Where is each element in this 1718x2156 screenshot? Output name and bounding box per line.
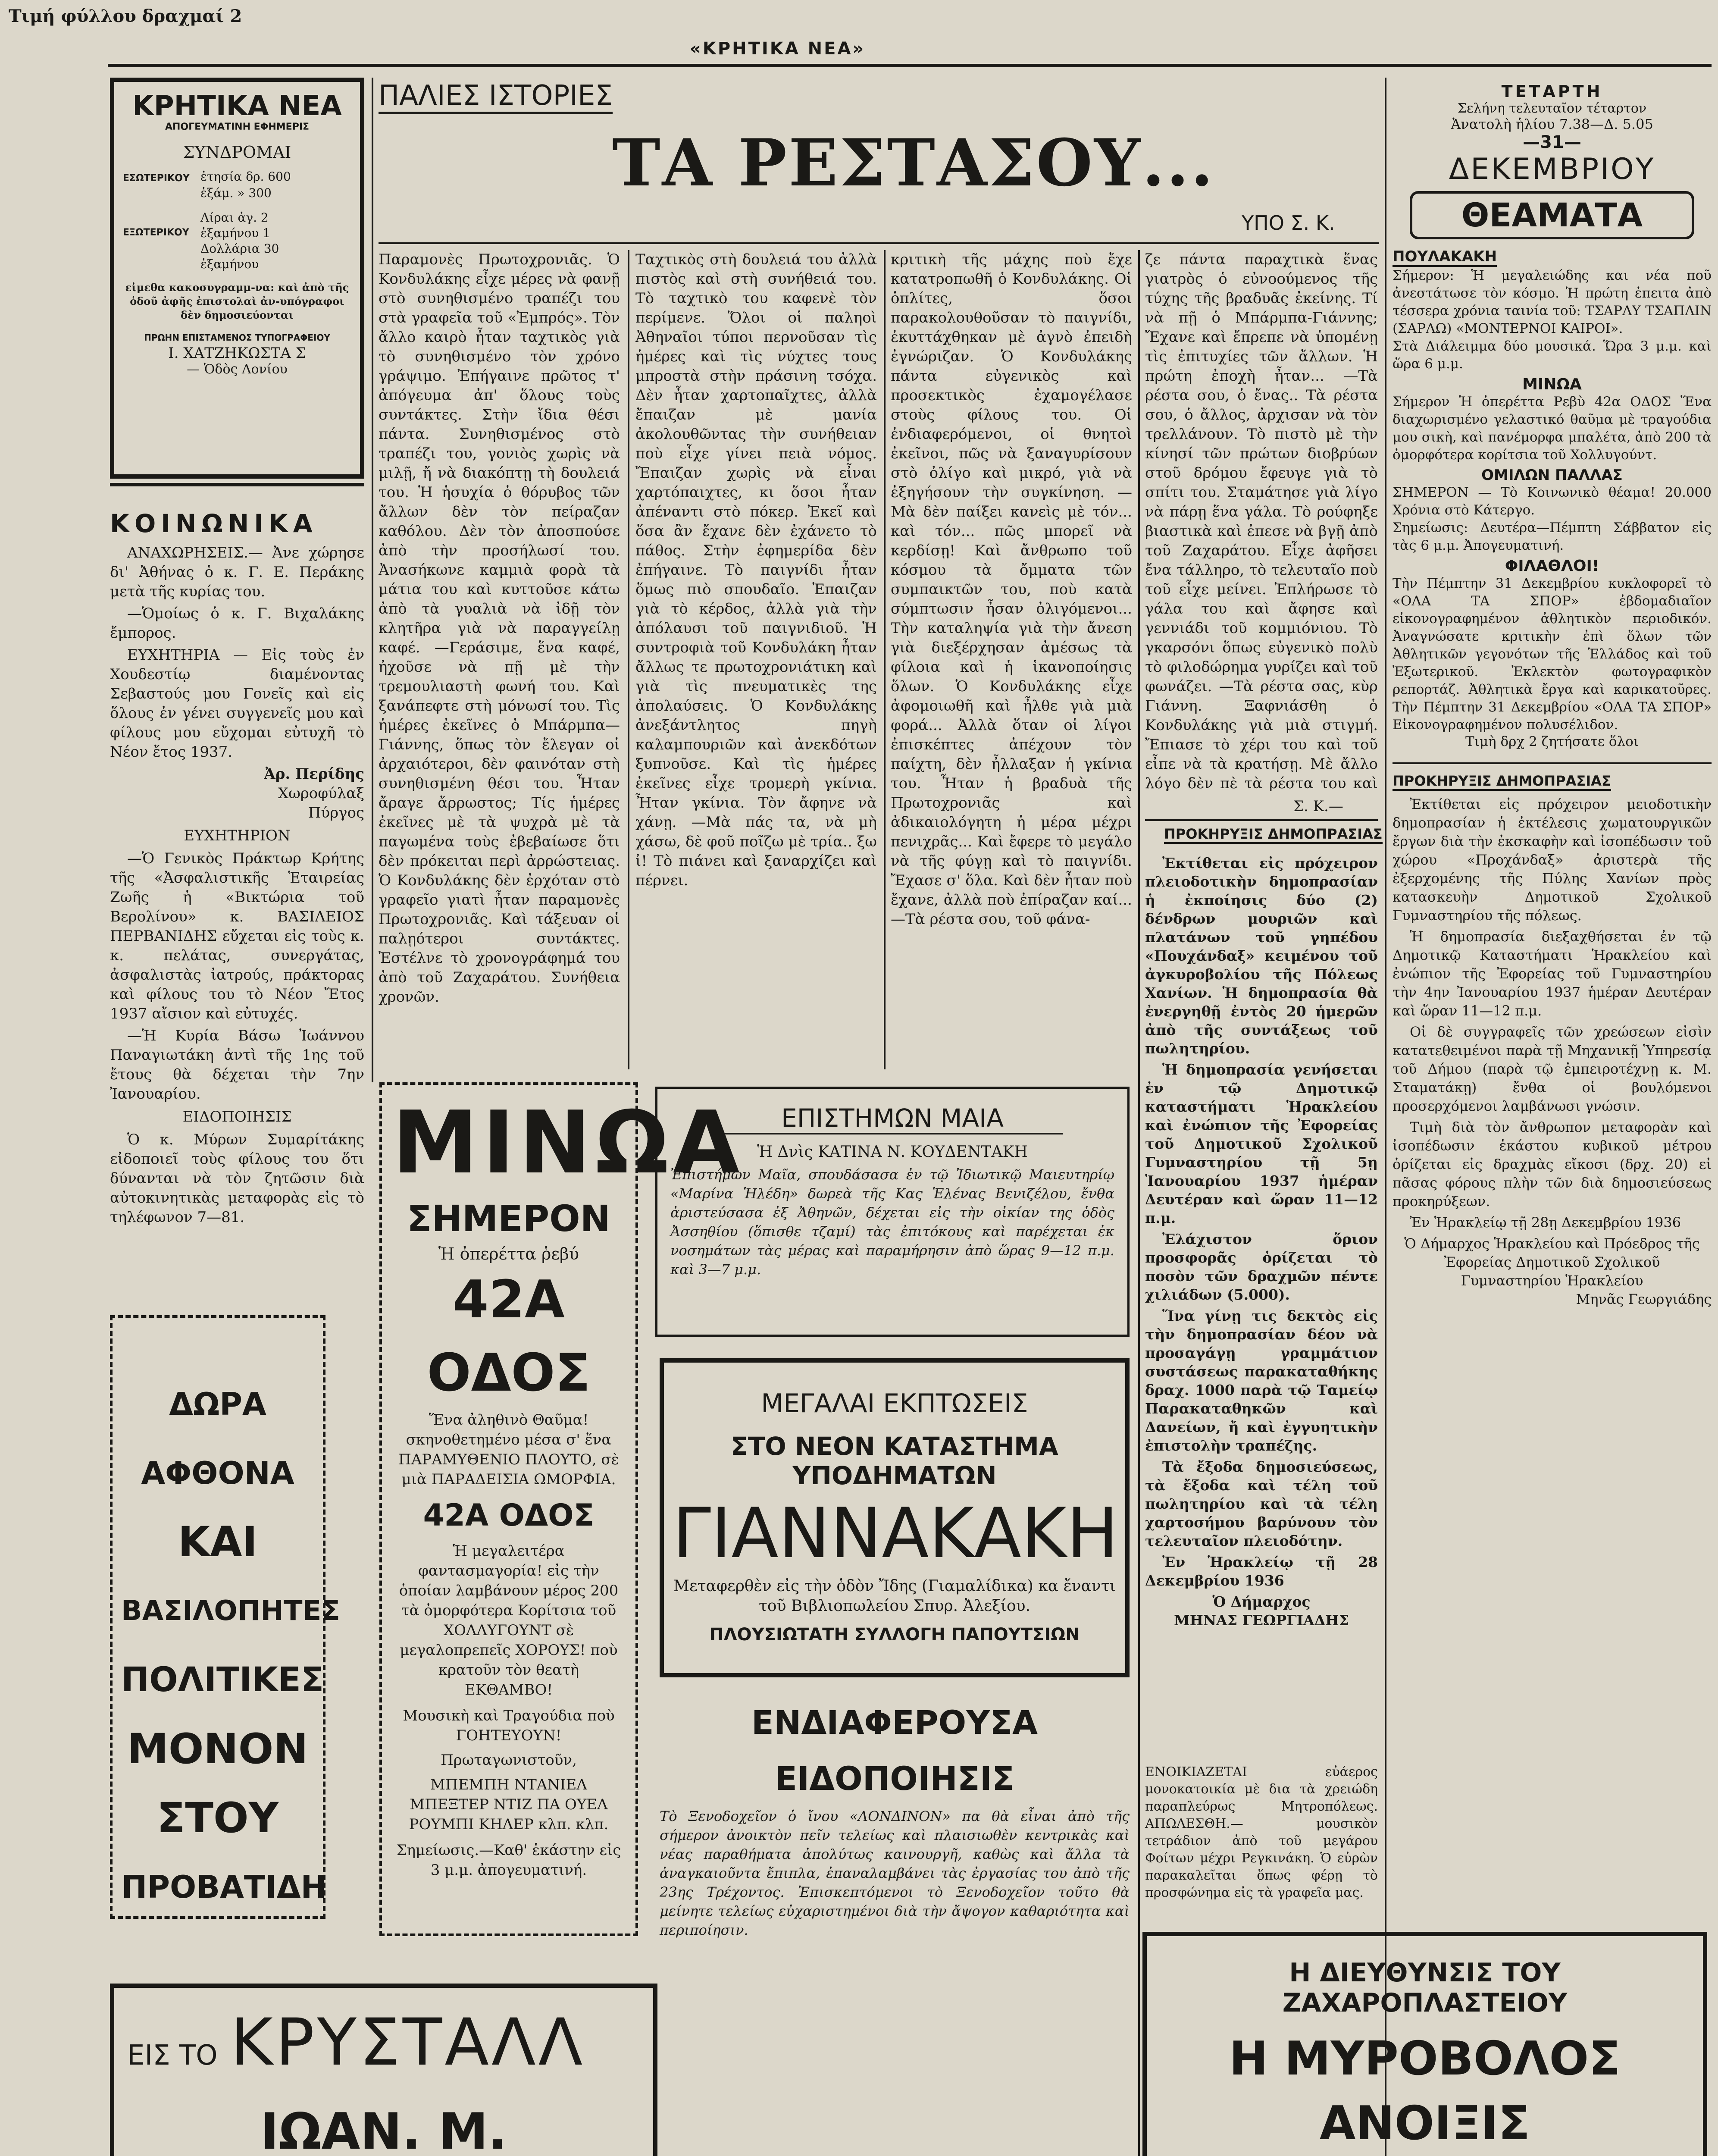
- minoa-title: ΜΙΝΩΑ: [392, 1093, 744, 1193]
- month-name: ΔΕΚΕΜΒΡΙΟΥ: [1449, 152, 1655, 186]
- pallas-note: Σημείωσις: Δευτέρα—Πέμπτη Σάββατον εἰς τὰς 6 μ.μ. Ἀπογευματινή.: [1393, 520, 1712, 553]
- auction2-body: [1393, 795, 1712, 1309]
- krystall-l1: ΕΙΣ ΤΟ: [127, 2040, 218, 2071]
- editorial-note: εἰμεθα κακοσυγραμμ-να: καὶ ἀπὸ τῆς ὁδοῦ ἀφῆς ἐπιστολαὶ ἀν-υπόγραφοι δὲν δημοσιεύονται: [125, 281, 349, 321]
- auction1-p3: Ἐλάχιστον ὅριον προσφορᾶς ὁρίζεται τὸ ποσὸν τῶν δραχμῶν πέντε χιλιάδων (5.000).: [1145, 1231, 1378, 1303]
- poulakaki-text: Σήμερον: Ἡ μεγαλειώδης και νέα ποῦ ἀνεστάτωσε τὸν κόσμο. Ἡ πρώτη ἐπειτα ἀπὸ τέσσερα χρόνια ταινία τοῦ: ΤΣΑΡΛΥ ΤΣΑΠΛΙΝ (ΣΑΡΛΩ) «ΜΟΝΤΕΡΝΟΙ ΚΑΙΡΟΙ».: [1393, 268, 1712, 336]
- ad-dora-line: ΒΑΣΙΛΟΠΗΤΕΣ: [121, 1595, 340, 1627]
- minoa-note: Σημείωσις.—Καθ' ἑκάστην εἰς 3 μ.μ. ἀπογευματινή.: [396, 1842, 621, 1879]
- masthead-box: [110, 78, 364, 479]
- domestic-row: ἑξάμ. » 300: [200, 186, 272, 200]
- story-column-4: ζε πάντα παραχτικὰ ἕνας γιατρὸς ὁ εὐνοούμενος τῆς τύχης τῆς βραδυᾶς ἐκείνης. Τί νὰ πῇ ὁ Μπάρμπα-Γιάννης; Ἔχανε καὶ ἔπρεπε νὰ ὑπομένῃ τὶς ἐπιτυχίες τῶν ἄλλων. Ἡ πρώτη ἐποχὴ ἦταν... —Τὰ ρέστα σου, ὁ ἔνας.. Τὰ ρέστα σου, ὁ ἄλλος, ἀρχισαν νὰ τὸν τρελλάνουν. Τὸ πιστὸ μὲ τὴν κίνησί τῶν πρώτων διοβρύων στοῦ δρόμου ἔφευγε γιὰ τὸ σπίτι του. Σταμάτησε γιὰ λίγο νὰ πάρῃ ἕνα γάλα. Τὸ ρούφηξε βιαστικὰ καὶ ἐπεσε νὰ βγῇ ἀπὸ τοῦ Ζαχαράτου. Εἶχε ἀφῆσει ἔνα τάλληρο, τὸ τελευταῖο ποὺ τοῦ εἶχε μείνει. Ἐπλήρωσε τὸ γάλα του καὶ ἄφησε καὶ γεννιάδι τοῦ κομμιόνιου. Τὸ γκαρσόνι ὅπως εὐγενικὸ πολὺ τὸ φιλοδώρημα γυρίζει καὶ τοῦ φωνάζει. —Τὰ ρέστα σας, κὺρ Γιάννη. Ξαφνιάσθη ὁ Κονδυλάκης γιὰ μιὰ στιγμή. Ἔπιασε τὸ χέρι του καὶ τοῦ εἶπε νὰ τὰ κρατήσῃ. Μὲ ἄλλο λόγο δὲν πὲ τὰ ρέστα του καὶ: [1145, 251, 1378, 792]
- auction1-body: [1145, 854, 1378, 1630]
- ad-dora-line: ΠΟΛΙΤΙΚΕΣ: [121, 1661, 324, 1699]
- giann-l4: Μεταφερθὲν εἰς τὴν ὁδὸν Ἴδης (Γιαμαλίδικα) κα ἔναντι τοῦ Βιβλιοπωλείου Σπυρ. Ἀλεξίου.: [673, 1577, 1116, 1615]
- minoa-odos: 42Α ΟΔΟΣ: [427, 1270, 591, 1403]
- ornament-rule: [110, 483, 364, 486]
- minoa-text: Σήμερον Ἡ ὀπερέττα Ρεβὺ 42α ΟΔΟΣ Ἕνα διαχωρισμένο γελαστικό θαῦμα μὲ τραγούδια μου σικὴ, καὶ πανέμορφα μπαλέτα, ἀπὸ 200 τὰ ὀμορφότερα κορίτσια τοῦ Χολλυγούντ.: [1393, 394, 1712, 463]
- story-signature: Σ. Κ.—: [1293, 798, 1343, 815]
- auction1-p4: Ἵνα γίνῃ τις δεκτὸς εἰς τὴν δημοπρασίαν δέον νὰ προσαγάγῃ γραμμάτιον συστάσεως παρακαταθήκης δραχ. 1000 παρὰ τῷ Ταμείῳ Παρακαταθηκῶν καὶ Δανείων, ἤ καὶ ἐγγυητικὴν ἐπιστολὴν τραπέζης.: [1145, 1307, 1378, 1454]
- koinonika-heading: ΚΟΙΝΩΝΙΚΑ: [110, 509, 318, 538]
- top-rule: [108, 64, 1712, 67]
- theatre-heading: ΘΕΑΜΑΤΑ: [1410, 191, 1694, 239]
- ad-maia-box: [655, 1087, 1130, 1337]
- sport-text: Τὴν Πέμπτην 31 Δεκεμβρίου κυκλοφορεῖ τὸ «ΟΛΑ ΤΑ ΣΠΟΡ» ἑβδομαδιαῖον εἰκονογραφημένον ἀθλητικὸν περιοδικόν. Ἀναγνώσατε κριτικὴν ἐπὶ ὅλων τῶν Ἀθλητικῶν γεγονότων τῆς Ἑλλάδος καὶ τοῦ Ἐξωτερικοῦ. Ἐκλεκτὸν φωτογραφικὸν ρεπορτάζ. Ἀθλητικὰ ἔργα καὶ καρικατοῦρες. Τὴν Πέμπτην 31 Δεκεμβρίου «ΟΛΑ ΤΑ ΣΠΟΡ» Εἰκονογραφημένον πολυσέλιδον.: [1393, 576, 1712, 733]
- auction2-p4: Τιμὴ διὰ τὸν ἄνθρωπον μεταφορὰν καὶ ἰσοπέδωσιν ἑκάστου κυβικοῦ μέτρου ὁρίζεται εἰς δραχμὰς εἴκοσι (δρχ. 20) εἰ πᾶσας φόρους πλὴν τῶν διὰ δημοσιεύσεως προκηρύξεων.: [1393, 1119, 1712, 1210]
- auction1-date: Ἐν Ἡρακλείῳ τῇ 28 Δεκεμβρίου 1936: [1145, 1554, 1378, 1589]
- ad-dora-line: ΜΟΝΟΝ: [127, 1725, 308, 1773]
- minoa-text3: Μουσικὴ καὶ Τραγούδια ποὺ ΓΟΗΤΕΥΟΥΝ!: [403, 1707, 615, 1744]
- domestic-block: [123, 169, 351, 201]
- ad-myrovolos-box: [1142, 1932, 1707, 2156]
- ad-giannakaki-box: [660, 1358, 1130, 1677]
- signature-place: Πύργος: [308, 804, 364, 821]
- domestic-label: ΕΣΩΤΕΡΙΚΟΥ: [123, 173, 190, 184]
- story-rule: [379, 242, 1379, 244]
- foreign-row: ἑξαμήνου: [200, 257, 259, 271]
- londinon-text: Τὸ Ξενοδοχεῖον ὁ ἴνου «ΛΟΝΔΙΝΟΝ» πα θὰ εἶναι ἀπὸ τῆς σήμερον ἀνοικτὸν πεῖν τελείως καὶ πλαισιωθὲν κεντρικὰς καὶ νέας παραθήματα ἀπολύτως καινουργῆ, καθὼς καὶ ἄλλα τὰ ἀναγκαιοῦντα ἔπιπλα, ἐπαναλαμβάνει τὰς ἐργασίας του ἀπὸ τῆς 23ης Τρέχοντος. Ἐπισκεπτόμενοι τὸ Ξενοδοχεῖον τοῦτο θὰ μείνητε τελείως εὐχαριστημένοι διὰ τὴν ἄψογον καθαριότητα καὶ περιποίησιν.: [660, 1808, 1130, 1938]
- krystall-head: [127, 2005, 640, 2080]
- right-rule: [1393, 762, 1712, 764]
- cinema-poulakaki: ΠΟΥΛΑΚΑΚΗ: [1393, 248, 1497, 267]
- cinema-minoa: ΜΙΝΩΑ: [1522, 376, 1582, 393]
- column-rule-3: [884, 250, 886, 1069]
- maia-heading: ΕΠΙΣΤΗΜΩΝ ΜΑΙΑ: [722, 1103, 1063, 1134]
- story-kicker: ΠΑΛΙΕΣ ΙΣΤΟΡΙΕΣ: [379, 80, 613, 114]
- minoa-text2: Ἡ μεγαλειτέρα φαντασμαγορία! εἰς τὴν ὁποίαν λαμβάνουν μέρος 200 τὰ ὀμορφότερα Κορίτσια τοῦ ΧΟΛΛΥΓΟΥΝΤ σὲ μεγαλοπρεπεῖς ΧΟΡΟΥΣ! ποὺ κρατοῦν τὸν θεατὴ ΕΚΘΑΜΒΟ!: [399, 1542, 619, 1698]
- weekday: ΤΕΤΑΡΤΗ: [1501, 82, 1603, 101]
- maia-name: Ἡ Δνὶς ΚΑΤΙΝΑ Ν. ΚΟΥΔΕΝΤΑΚΗ: [757, 1143, 1028, 1161]
- story-column-2: Ταχτικὸς στὴ δουλειά του ἀλλὰ πιστὸς καὶ στὴ συνήθειά του. Τὸ ταχτικὸ του καφενὲ τὸν περίμενε. Ὅλοι οἱ παληοὶ Ἀθηναῖοι τύποι περνοῦσαν τὶς ἡμέρες καὶ τὶς νύχτες τους μπροστὰ στὴν πράσινη τσόχα. Δὲν ἦταν χαρτοπαῖχτες, ἀλλὰ ἔπαιζαν μὲ μανία ἀκολουθῶντας τὴν συνήθειαν ποὺ εἶχε γίνει πειὰ νόμος. Ἔπαιζαν χωρὶς νὰ εἶναι χαρτόπαιχτες, κι ὅσοι ἦταν ἀπέναντι στὸ πόκερ. Ἐκεῖ καὶ ὅσα ἂν ἔχανε δὲν ἐχάνετο τὸ πάθος. Στὴν ἐφημερίδα δὲν ἐπήγαινε. Τὸ παιγνίδι ἦταν ὅμως πιὸ σπουδαῖο. Ἐπαιζαν γιὰ τὸ κέρδος, ἀλλὰ γιὰ τὴν ἀπόλαυσι τοῦ παιγνιδιοῦ. Ἡ συντροφιὰ τοῦ Κονδυλάκη ἦταν ἄλλως τε πρωτοχρονιάτικη καὶ γιὰ τὶς πνευματικὲς της ἀπολαύσεις. Ὁ Κονδυλάκης ἀνεξάντλητος πηγὴ καλαμπουριῶν καὶ ἀνεκδότων ξυπνοῦσε. Καὶ τὶς ἡμέρες ἐκεῖνες εἶχε τρομερὴ γκίνια. Ἦταν γκίνια. Τὸν ἄφηνε νὰ χάνῃ. —Μὰ πάς τα, νὰ μὴ χάσω, δὲ φοῦ ποῖζω μὲ τρία.. ξω ἰ! Τὸ πιάνει καὶ ξαναρχίζει καὶ πέρνει.: [635, 251, 877, 889]
- foreign-row: ἑξαμήνου 1: [200, 226, 270, 240]
- day-number: —31—: [1523, 132, 1581, 152]
- ad-krystall-box: [110, 1984, 657, 2156]
- printer-name: Ι. ΧΑΤΖΗΚΩΣΤΑ Σ: [168, 345, 306, 362]
- column-rule-4: [1385, 78, 1386, 2156]
- notice-heading: ΕΙΔΟΠΟΙΗΣΙΣ: [182, 1108, 292, 1125]
- auction2-p2: Ἡ δημοπρασία διεξαχθήσεται ἐν τῷ Δημοτικῷ Καταστήματι Ἡρακλείου καὶ ἐνώπιον τῆς Ἐφορείας τοῦ Γυμναστηρίου τὴν 4ην Ἰανουαρίου 1937 ἡμέραν Δευτέραν καὶ ὥραν 11—12 π.μ.: [1393, 928, 1712, 1019]
- greeting-note: ΕΥΧΗΤΗΡΙΑ — Εἰς τοὺς ἐν Χουδεστίῳ διαμένοντας Σεβαστούς μου Γονεῖς καὶ εἰς ὅλους ἐν γένει συγγενεῖς μου καὶ φίλους μου εὔχομαι εὐτυχῆ τὸ Νέον ἔτος 1937.: [110, 646, 364, 761]
- story-column-3: κριτικὴ τῆς μάχης ποὺ ἔχε κατατροπωθῆ ὁ Κονδυλάκης. Οἱ ὁπλίτες, ὅσοι παρακολουθοῦσαν τὸ παιγνίδι, ἐκυττάχθηκαν μὲ ἀγνὸ ἐπειδὴ ἐγνώριζαν. Ὁ Κονδυλάκης πάντα εὐγενικὸς καὶ προσεκτικὸς ἐχαμογέλασε στοὺς φίλους του. Οἱ ἐνδιαφερόμενοι, οἱ θνητοὶ ἐκεῖνοι, πῶς νὰ ξαναγυρίσουν στὸ ὀλίγο καὶ μικρό, γιὰ νὰ ἐξηγήσουν τὴν συγκίνηση. —Μὰ δὲν παίξει κανεὶς μὲ τόν... καὶ τόν... πῶς μπορεῖ νὰ κερδίσῃ! Καὶ ἄνθρωπο τοῦ κόσμου τὰ ὄμματα τῶν συμπαικτῶν του, ποὺ κατὰ σύμπτωσιν ἦσαν ὀλιγόμενοι... Τὴν καταληψία γιὰ τὴν ἄνεση γιὰ διεξέρχησαν ἀμέσως τὰ φίλοια καὶ ἡ ἱκανοποίησις ὅλων. Ὁ Κονδυλάκης εἶχε ἀφομοιωθῆ καὶ ἦλθε γιὰ μιὰ φορά... Ἀλλὰ ὅταν οἱ λίγοι ἐπισκέπτες ἀπέχουν τὸν παίχτη, δὲν ἦλλαξαν ἡ γκίνια του. Ἦταν ἡ βραδυὰ τῆς Πρωτοχρονιᾶς καὶ ἀδικαιολόγητη ἡ μέρα μέχρι πενιχρᾶς... Καὶ ἔφερε τὸ μεγάλο νὰ τῆς φύγῃ καὶ τὸ παιγνίδι. Ἔχασε σ' ὅλα. Καὶ δὲν ἦταν ποὺ ἔχανε, ἀλλὰ ποὺ ἐπίραζαν καί... —Τὰ ρέστα σου, τοῦ φάνα-: [891, 251, 1132, 928]
- rent-notice: ΕΝΟΙΚΙΑΖΕΤΑΙ εὐάερος μονοκατοικία μὲ δια τὰ χρειώδη παραπλεύρως Μητροπόλεως. ΑΠΩΛΕΣΘΗ.— μουσικὸν τετράδιον ἀπὸ τοῦ μεγάρου Φοίτων μέχρι Ρεγκινάκη. Ὁ εὑρὼν παρακαλεῖται ὅπως φέρῃ τὸ προσφώνημα εἰς τὰ γραφεῖα μας.: [1145, 1764, 1378, 1900]
- story-title: ΤΑ ΡΕΣΤΑΣΟΥ...: [612, 125, 1215, 201]
- auction1-heading: ΠΡΟΚΗΡΥΞΙΣ ΔΗΜΟΠΡΑΣΙΑΣ: [1164, 826, 1383, 844]
- column-rule-2: [628, 250, 629, 1069]
- moon-phase: Σελήνη τελευταῖον τέταρτον: [1457, 101, 1647, 116]
- krystall-l2: ΚΡΥΣΤΑΛΛ: [230, 2005, 585, 2080]
- paper-subtitle: ΑΠΟΓΕΥΜΑΤΙΝΗ ΕΦΗΜΕΡΙΣ: [165, 122, 310, 132]
- price-line: Τιμή φύλλου δραχμαί 2: [9, 6, 242, 26]
- signature: Ἀρ. Περίδης: [264, 765, 364, 783]
- cinema-pallas: ΟΜΙΛΩΝ ΠΑΛΛΑΣ: [1481, 467, 1623, 484]
- story-column-1: Παραμονὲς Πρωτοχρονιᾶς. Ὁ Κονδυλάκης εἶχε μέρες νὰ φανῇ στὸ συνηθισμένο τραπέζι του στὰ γραφεῖα τοῦ «Ἐμπρός». Τὸν ἄλλο καιρὸ ἦταν ταχτικὸς γιὰ τὸ συνηθισμένο τὸν χρόνο γράψιμο. Ἐπήγαινε πρῶτος τ' ἀπόγευμα ἀπ' ὅλους τοὺς συντάκτες. Στὴν ἴδια θέσι πάντα. Συνηθισμένος στὸ τραπέζι του, γονιὸς χωρὶς νὰ μιλῇ, ἤ νὰ διακόπτῃ τὴ δουλειά του. Ἡ ἡσυχία ὁ θόρυβος τῶν ἄλλων δὲν τὸν πείραζαν καθόλου. Δὲν τὸν ἀποσπούσε ἀπὸ τὴν προσήλωσί του. Ἀνασήκωνε καμμιὰ φορὰ τὰ μάτια του καὶ κυττοῦσε κάτω ἀπὸ τὰ γυαλιὰ νὰ ἰδῇ τὸν κλητῆρα γιὰ νὰ παραγγείλῃ καφέ. —Γεράσιμε, ἕνα καφέ, ἠχοῦσε νὰ πῇ μὲ τὴν τρεμουλιαστὴ φωνή του. Καὶ ξανάπεφτε στὴ μόνωσί του. Τὶς ἡμέρες ἐκεῖνες ὁ Μπάρμπα—Γιάννης, ὅπως τὸν ἔλεγαν οἱ ἀρχαιότεροι, δὲν φαινόταν στὴ συνηθισμένη θέσι του. Ἦταν ἄραγε ἄρρωστος; Τίς ἡμέρες ἐκεῖνες μὲ τὰ ψυχρὰ μὲ τὰ παγωμένα τοὺς ἐβεβαίωσε ὅτι δὲν πρόκειται περὶ ἀρρώστειας. Ὁ Κονδυλάκης δὲν ἐρχόταν στὸ γραφεῖο γιατὶ ἦταν παραμονὲς Πρωτοχρονιᾶς. Καὶ τάξευαν οἱ παλῃότεροι συντάκτες. Ἐστέλνε τὸ χρονογράφημά του ἀπὸ τοῦ Ζαχαράτου. Συνήθεια χρονῶν.: [379, 251, 620, 1006]
- krystall-l3: ΙΩΑΝ. Μ.: [260, 2103, 507, 2156]
- minoa-revue: Ἡ ὀπερέττα ῥεβύ: [438, 1244, 579, 1263]
- ad-dora-line: ΔΩΡΑ ΑΦΘΟΝΑ: [141, 1386, 294, 1491]
- auction1-p2: Ἡ δημοπρασία γενήσεται ἐν τῷ Δημοτικῷ καταστήματι Ἡρακλείου καὶ ἐνώπιον τῆς Ἐφορείας τοῦ Δημοτικοῦ Σχολικοῦ Γυμναστηρίου τῇ 5ῃ Ἰανουαρίου 1937 ἡμέραν Δευτέραν καὶ ὥραν 11—12 π.μ.: [1145, 1061, 1378, 1226]
- right-column: [1393, 82, 1712, 1309]
- minoa-text4: Πρωταγωνιστοῦν,: [441, 1752, 577, 1769]
- pallas-text: ΣΗΜΕΡΟΝ — Τὸ Κοινωνικὸ θέαμα! 20.000 Χρόνια στὸ Κάτεργο.: [1393, 485, 1712, 518]
- departures-note-2: —Ὁμοίως ὁ κ. Γ. Βιχαλάκης ἔμπορος.: [110, 605, 364, 642]
- auction2-mayor: Ὁ Δήμαρχος Ἡρακλείου καὶ Πρόεδρος τῆς Ἐφορείας Δημοτικοῦ Σχολικοῦ Γυμναστηρίου Ἡρακλείου: [1404, 1235, 1700, 1289]
- maia-text: Ἐπιστήμων Μαῖα, σπουδάσασα ἐν τῷ Ἰδιωτικῷ Μαιευτηρίῳ «Μαρίνα Ἡλέδη» δωρεὰ τῆς Κας Ἑλένας Βενιζέλου, ἔνθα ἀριστεύσασα ἐξ Ἀθηνῶν, δέχεται εἰς τὴν οἰκίαν της ὁδὸς Ἀσσηθίου (ὅπισθε τζαμί) τὰς ἐπιτόκους καὶ παρέχεται ἐκ νοσημάτων τὰς μέρας καὶ παραμήρησιν ἀπὸ ὥρας 9—12 π.μ. καὶ 3—7 μ.μ.: [670, 1166, 1114, 1278]
- ad-dora-line: ΚΑΙ: [178, 1518, 258, 1566]
- koinonika-column: [110, 543, 364, 1230]
- auction1-p5: Τὰ ἔξοδα δημοσιεύσεως, τὰ ἔξοδα καὶ τέλη τοῦ πωλητηρίου καὶ τὰ τέλη χαρτοσήμου βαρύνουν τὸν τελευταῖον πλειοδότην.: [1145, 1458, 1378, 1549]
- auction2-p3: Οἱ δὲ συγγραφεῖς τῶν χρεώσεων εἰσὶν κατατεθειμένοι παρὰ τῇ Μηχανικῇ Ὑπηρεσίᾳ τοῦ Δήμου (παρὰ τῷ ἐμπειροτέχνῃ κ. Μ. Σταματάκῃ) ἔνθα οἱ βουλόμενοι προσερχόμενοι λαμβάνωσι γνώσιν.: [1393, 1024, 1712, 1114]
- auction1-rule: [1145, 819, 1378, 821]
- ad-dora-line: ΣΤΟΥ: [156, 1794, 279, 1842]
- insurance-greeting: —Ὁ Γενικὸς Πράκτωρ Κρήτης τῆς «Ἀσφαλιστικῆς Ἑταιρείας Ζωῆς ἡ «Βικτώρια τοῦ Βερολίνου» κ. ΒΑΣΙΛΕΙΟΣ ΠΕΡΒΑΝΙΔΗΣ εὔχεται εἰς τοὺς κ. κ. πελάτας, συνεργάτας, ἀσφαλιστὰς ἰατρούς, πράκτορας καὶ φίλους του τὸ Νέον Ἔτος 1937 αἴσιον καὶ εὐτυχές.: [110, 850, 364, 1022]
- foreign-block: [123, 210, 351, 272]
- running-head: «ΚΡΗΤΙΚΑ ΝΕΑ»: [690, 39, 866, 59]
- printer-address: — Ὁδὸς Λονίου: [187, 362, 288, 377]
- minoa-cast: ΜΠΕΜΠΗ ΝΤΑΝΙΕΛ ΜΠΕΞΤΕΡ ΝΤΙΖ ΠΑ ΟΥΕΛ ΡΟΥΜΠΙ ΚΗΛΕΡ κλπ. κλπ.: [409, 1776, 609, 1833]
- foreign-row: Δολλάρια 30: [200, 241, 279, 256]
- poulakaki-times: Στὰ Διάλειμμα δύο μουσικά. Ὥρα 3 μ.μ. καὶ ὥρα 6 μ.μ.: [1393, 338, 1712, 372]
- foreign-row: Λίραι ἀγ. 2: [200, 210, 269, 225]
- giann-l5: ΠΛΟΥΣΙΩΤΑΤΗ ΣΥΛΛΟΓΗ ΠΑΠΟΥΤΣΙΩΝ: [709, 1625, 1080, 1645]
- minoa-today: ΣΗΜΕΡΟΝ: [407, 1197, 610, 1240]
- giann-l3: ΓΙΑΝΝΑΚΑΚΗ: [673, 1493, 1119, 1573]
- auction2-p1: Ἐκτίθεται εἰς πρόχειρον μειοδοτικὴν δημοπρασίαν ἡ ἐκτέλεσις χωματουργικῶν ἔργων διὰ τὴν ἐκσκαφὴν καὶ ἰσοπέδωσιν τοῦ χώρου «Προχάνδαξ» ἀριστερὰ τῆς ἐξερχομένης τῆς Πύλης Χανίων πρὸς κατασκευὴν Δημοτικοῦ Σχολικοῦ Γυμναστηρίου τῆς πόλεως.: [1393, 796, 1712, 924]
- column-rule-3b: [1138, 250, 1140, 2156]
- auction1-mayor: Ὁ Δήμαρχος: [1212, 1593, 1311, 1610]
- foreign-label: ΕΞΩΤΕΡΙΚΟΥ: [123, 227, 189, 238]
- visiting-note: —Ἡ Κυρία Βάσω Ἰωάννου Παναγιωτάκη ἀντὶ τῆς 1ης τοῦ ἔτους θὰ δέχεται τὴν 7ην Ἰανουαρίου.: [110, 1027, 364, 1103]
- minoa-text1: Ἕνα ἀληθινὸ Θαῦμα! σκηνοθετημένο μέσα σ' ἕνα ΠΑΡΑΜΥΘΕΝΙΟ ΠΛΟΥΤΟ, σὲ μιὰ ΠΑΡΑΔΕΙΣΙΑ ΩΜΟΡΦΙΑ.: [398, 1411, 619, 1488]
- departures-note: ΑΝΑΧΩΡΗΣΕΙΣ.— Ἀνε χώρησε δι' Ἀθήνας ὁ κ. Γ. Ε. Περάκης μετὰ τῆς κυρίας του.: [110, 544, 364, 600]
- auction2-heading: ΠΡΟΚΗΡΥΞΙΣ ΔΗΜΟΠΡΑΣΙΑΣ: [1393, 773, 1611, 791]
- auction2-mayor-name: Μηνᾶς Γεωργιάδης: [1576, 1291, 1712, 1307]
- signature-title: Χωροφύλαξ: [278, 785, 364, 802]
- giann-l1: ΜΕΓΑΛΑΙ ΕΚΠΤΩΣΕΙΣ: [761, 1388, 1028, 1419]
- paper-title: ΚΡΗΤΙΚΑ ΝΕΑ: [132, 90, 342, 122]
- sport-price: Τιμὴ δρχ 2 ζητήσατε ὅλοι: [1465, 734, 1639, 749]
- ad-dora-box: [110, 1315, 340, 1919]
- myr-l2: Η ΜΥΡΟΒΟΛΟΣ ΑΝΟΙΞΙΣ: [1229, 2032, 1621, 2150]
- story-byline: ΥΠΟ Σ. Κ.: [1242, 211, 1335, 235]
- ad-minoa-box: [379, 1082, 744, 1936]
- myr-l1: Η ΔΙΕΥΘΥΝΣΙΣ ΤΟΥ ΖΑΧΑΡΟΠΛΑΣΤΕΙΟΥ: [1282, 1958, 1568, 2018]
- auction1-p1: Ἐκτίθεται εἰς πρόχειρον πλειοδοτικὴν δημοπρασίαν ἡ ἐκποίησις δύο (2) δένδρων μουριῶν καὶ πλατάνων τοῦ γηπέδου «Πουχάνδαξ» κειμένου τοῦ ἀγκυροβολίου τῆς Πόλεως Χανίων. Ἡ δημοπρασία θὰ ἐνεργηθῇ ἐντὸς 20 ἡμερῶν ἀπὸ τῆς συντάξεως τοῦ πωλητηρίου.: [1145, 855, 1378, 1057]
- ad-dora-line: ΠΡΟΒΑΤΙΔΗ: [121, 1869, 327, 1905]
- giann-l2: ΣΤΟ ΝΕΟΝ ΚΑΤΑΣΤΗΜΑ ΥΠΟΔΗΜΑΤΩΝ: [731, 1432, 1058, 1490]
- domestic-row: ἐτησία δρ. 600: [200, 169, 291, 184]
- printer-line: ΠΡΩΗΝ ΕΠΙΣΤΑΜΕΝΟΣ ΤΥΠΟΓΡΑΦΕΙΟΥ: [144, 332, 330, 343]
- column-rule-1: [372, 78, 373, 1082]
- sport-heading: ΦΙΛΑΘΛΟΙ!: [1505, 557, 1599, 575]
- auction2-date: Ἐν Ἡρακλείῳ τῇ 28ῃ Δεκεμβρίου 1936: [1410, 1214, 1681, 1231]
- minoa-odos2: 42Α ΟΔΟΣ: [423, 1498, 595, 1533]
- sun-times: Ἀνατολὴ ἡλίου 7.38—Δ. 5.05: [1451, 116, 1653, 132]
- ad-londinon: [660, 1695, 1130, 1953]
- transport-notice: Ὁ κ. Μύρων Συμαρίτάκης εἰδοποιεῖ τοὺς φίλους του ὅτι δύνανται νὰ τὸν ζητῶσιν διὰ αὐτοκινητικὰς μεταφορὰς εἰς τὸ τηλέφωνον 7—81.: [110, 1131, 364, 1226]
- greeting-heading: ΕΥΧΗΤΗΡΙΟΝ: [184, 827, 291, 844]
- auction1-mayor-name: ΜΗΝΑΣ ΓΕΩΡΓΙΑΔΗΣ: [1174, 1612, 1349, 1629]
- londinon-heading: ΕΝΔΙΑΦΕΡΟΥΣΑ ΕΙΔΟΠΟΙΗΣΙΣ: [751, 1703, 1038, 1798]
- subs-heading: ΣΥΝΔΡΟΜΑΙ: [183, 143, 291, 162]
